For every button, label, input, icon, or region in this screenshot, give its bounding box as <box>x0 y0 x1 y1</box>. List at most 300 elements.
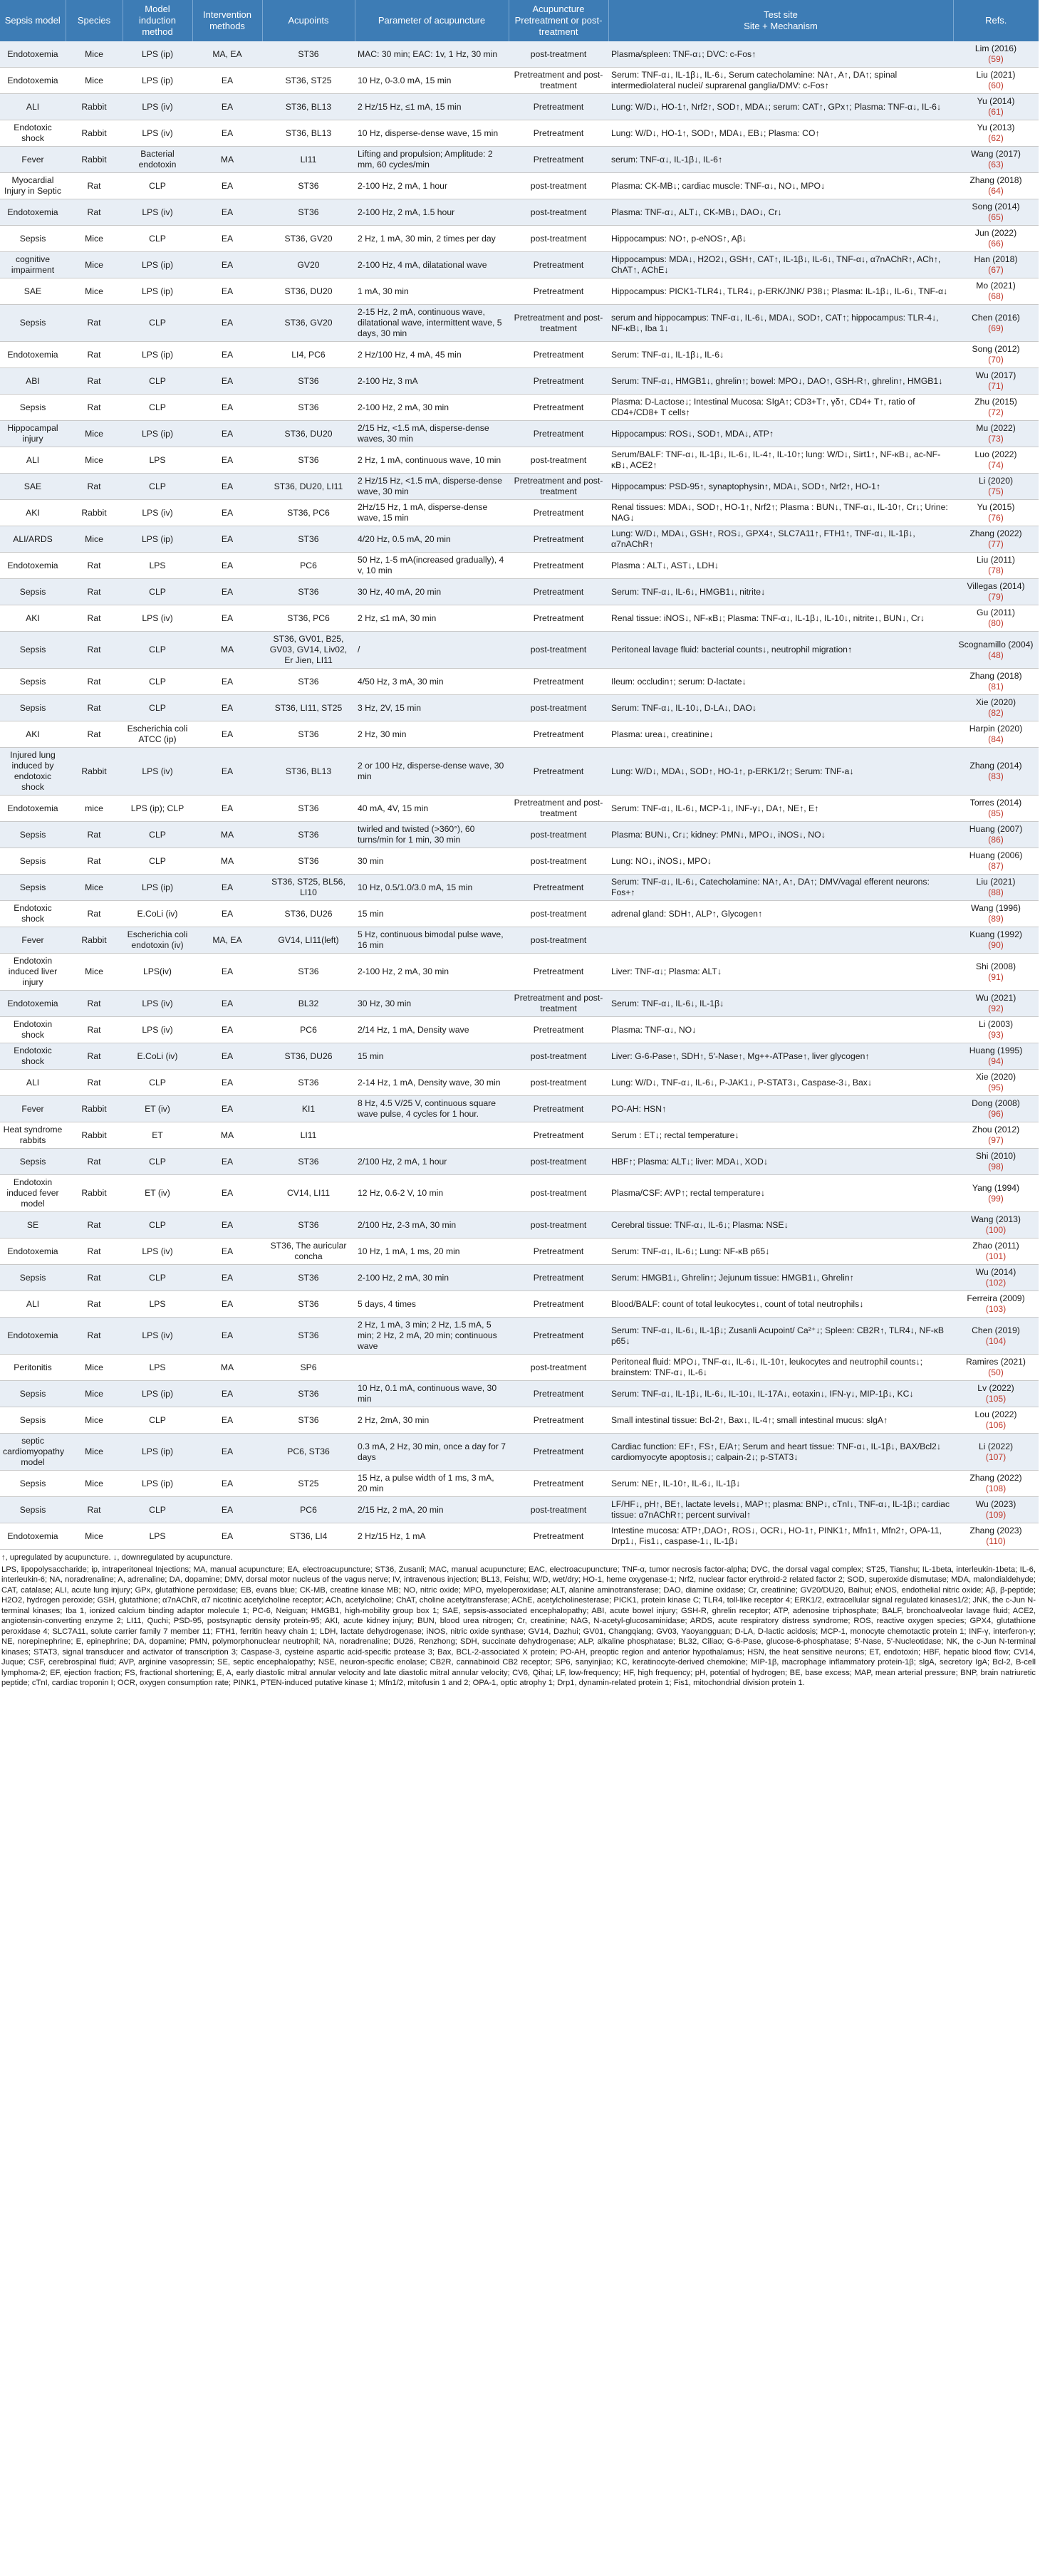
table-row <box>0 1291 1039 1318</box>
mechanism-cell: Plasma: urea↓, creatinine↓ <box>608 721 953 748</box>
sepsis-model-cell: Hippocampal injury <box>0 421 66 447</box>
reference-cell <box>953 875 1039 901</box>
acupoints-cell: ST36 <box>262 1070 355 1096</box>
reference-author: Li (2020) <box>978 476 1014 486</box>
reference-author: Zhao (2011) <box>972 1241 1019 1251</box>
reference-cell <box>953 721 1039 748</box>
reference-cell <box>953 1471 1039 1497</box>
sepsis-model-cell: cognitive impairment <box>0 252 66 278</box>
species-cell: Rat <box>66 342 123 368</box>
reference-number-link[interactable]: (87) <box>988 861 1004 871</box>
reference-author: Li (2022) <box>978 1441 1014 1451</box>
reference-number-link[interactable]: (78) <box>988 565 1004 575</box>
reference-cell <box>953 252 1039 278</box>
induction-method-cell: LPS (ip) <box>123 875 192 901</box>
sepsis-model-cell: SE <box>0 1212 66 1239</box>
sepsis-model-cell: Sepsis <box>0 1265 66 1291</box>
species-cell: Rabbit <box>66 1122 123 1149</box>
parameter-cell: 2-100 Hz, 2 mA, 1 hour <box>355 173 509 199</box>
reference-number-link[interactable]: (84) <box>988 734 1004 744</box>
reference-author: Zhang (2014) <box>969 761 1022 771</box>
reference-number-link[interactable]: (96) <box>988 1109 1004 1119</box>
reference-cell <box>953 226 1039 252</box>
intervention-method-cell: EA <box>192 695 262 721</box>
reference-author: Ramires (2021) <box>966 1357 1026 1367</box>
table-row <box>0 147 1039 173</box>
reference-cell <box>953 342 1039 368</box>
parameter-cell: 3 Hz, 2V, 15 min <box>355 695 509 721</box>
acupoints-cell: PC6, ST36 <box>262 1434 355 1471</box>
intervention-method-cell: EA <box>192 526 262 553</box>
sepsis-model-cell: Endotoxemia <box>0 1318 66 1355</box>
reference-number-link[interactable]: (83) <box>988 771 1004 781</box>
mechanism-cell: Lung: W/D↓, TNF-α↓, IL-6↓, P-JAK1↓, P-STAT3↓, Caspase-3↓, Bax↓ <box>608 1070 953 1096</box>
reference-author: Lim (2016) <box>974 43 1017 53</box>
sepsis-model-cell: AKI <box>0 605 66 632</box>
table-row <box>0 927 1039 954</box>
parameter-cell: 2-100 Hz, 2 mA, 1.5 hour <box>355 199 509 226</box>
reference-cell <box>953 1122 1039 1149</box>
species-cell: Mice <box>66 1523 123 1550</box>
reference-cell <box>953 605 1039 632</box>
species-cell: Rat <box>66 1291 123 1318</box>
reference-number-link[interactable]: (81) <box>988 682 1004 692</box>
treatment-timing-cell: Pretreatment <box>509 954 608 991</box>
acupoints-cell: ST36 <box>262 447 355 474</box>
sepsis-model-cell: ALI <box>0 94 66 120</box>
reference-author: Wu (2023) <box>975 1499 1016 1509</box>
acupoints-cell: ST36, ST25 <box>262 68 355 94</box>
reference-number-link[interactable]: (102) <box>985 1278 1007 1288</box>
reference-number-link[interactable]: (71) <box>988 381 1004 391</box>
table-body <box>0 41 1039 1550</box>
intervention-method-cell: EA <box>192 1096 262 1122</box>
reference-number-link[interactable]: (106) <box>985 1420 1007 1430</box>
reference-author: Shi (2008) <box>975 961 1016 971</box>
sepsis-model-cell: Sepsis <box>0 226 66 252</box>
species-cell: Rat <box>66 553 123 579</box>
table-row <box>0 1434 1039 1471</box>
reference-number-link[interactable]: (79) <box>988 592 1004 602</box>
species-cell: Rabbit <box>66 120 123 147</box>
reference-cell <box>953 954 1039 991</box>
table-row <box>0 41 1039 68</box>
reference-number-link[interactable]: (64) <box>988 186 1004 196</box>
treatment-timing-cell: Pretreatment <box>509 395 608 421</box>
parameter-cell: 2 Hz, 2mA, 30 min <box>355 1407 509 1434</box>
acupoints-cell: ST36, The auricular concha <box>262 1239 355 1265</box>
parameter-cell: 4/20 Hz, 0.5 mA, 20 min <box>355 526 509 553</box>
intervention-method-cell: EA <box>192 1070 262 1096</box>
reference-cell <box>953 991 1039 1017</box>
reference-author: Mu (2022) <box>976 423 1016 433</box>
reference-number-link[interactable]: (100) <box>985 1225 1007 1235</box>
induction-method-cell: LPS (iv) <box>123 1017 192 1043</box>
induction-method-cell: CLP <box>123 1407 192 1434</box>
sepsis-model-cell: Sepsis <box>0 1381 66 1407</box>
parameter-cell: 2-14 Hz, 1 mA, Density wave, 30 min <box>355 1070 509 1096</box>
species-cell: Rabbit <box>66 147 123 173</box>
induction-method-cell: CLP <box>123 173 192 199</box>
intervention-method-cell: EA <box>192 1239 262 1265</box>
reference-author: Wu (2014) <box>975 1267 1016 1277</box>
treatment-timing-cell: Pretreatment <box>509 342 608 368</box>
mechanism-cell: Blood/BALF: count of total leukocytes↓, count of total neutrophils↓ <box>608 1291 953 1318</box>
intervention-method-cell: MA, EA <box>192 927 262 954</box>
mechanism-cell: Liver: TNF-α↓; Plasma: ALT↓ <box>608 954 953 991</box>
reference-cell <box>953 632 1039 669</box>
table-row <box>0 632 1039 669</box>
reference-cell <box>953 748 1039 796</box>
reference-author: Mo (2021) <box>976 281 1016 291</box>
table-row <box>0 199 1039 226</box>
reference-number-link[interactable]: (86) <box>988 835 1004 845</box>
treatment-timing-cell: Pretreatment <box>509 1407 608 1434</box>
reference-author: Ferreira (2009) <box>967 1293 1025 1303</box>
mechanism-cell: LF/HF↓, pH↑, BE↑, lactate levels↓, MAP↑; plasma: BNP↓, cTnI↓, TNF-α↓, IL-1β↓; cardiac tissue: α7nAChR↑; percent survival↑ <box>608 1497 953 1523</box>
table-row <box>0 526 1039 553</box>
reference-number-link[interactable]: (104) <box>985 1335 1007 1346</box>
sepsis-model-cell: Endotoxic shock <box>0 901 66 927</box>
table-row <box>0 278 1039 305</box>
acupoints-cell: ST36, DU26 <box>262 1043 355 1070</box>
treatment-timing-cell: Pretreatment <box>509 147 608 173</box>
intervention-method-cell: EA <box>192 605 262 632</box>
sepsis-model-cell: Endotoxemia <box>0 796 66 822</box>
parameter-cell: / <box>355 632 509 669</box>
acupoints-cell: ST36 <box>262 199 355 226</box>
column-header: Acupuncture Pretreatment or post-treatment <box>509 0 608 41</box>
table-row <box>0 579 1039 605</box>
treatment-timing-cell: Pretreatment <box>509 1265 608 1291</box>
intervention-method-cell: EA <box>192 447 262 474</box>
table-row <box>0 1381 1039 1407</box>
reference-number-link[interactable]: (95) <box>988 1083 1004 1093</box>
reference-number-link[interactable]: (60) <box>988 80 1004 90</box>
intervention-method-cell: EA <box>192 173 262 199</box>
reference-number-link[interactable]: (48) <box>988 650 1004 660</box>
treatment-timing-cell: Pretreatment <box>509 252 608 278</box>
reference-number-link[interactable]: (103) <box>985 1304 1007 1314</box>
table-row <box>0 1239 1039 1265</box>
reference-cell <box>953 1175 1039 1212</box>
reference-cell <box>953 1291 1039 1318</box>
induction-method-cell: LPS (iv) <box>123 748 192 796</box>
reference-number-link[interactable]: (66) <box>988 239 1004 249</box>
species-cell: Rat <box>66 395 123 421</box>
intervention-method-cell: EA <box>192 1497 262 1523</box>
intervention-method-cell: EA <box>192 669 262 695</box>
sepsis-model-cell: SAE <box>0 278 66 305</box>
reference-cell <box>953 1149 1039 1175</box>
acupoints-cell: ST36 <box>262 579 355 605</box>
reference-number-link[interactable]: (82) <box>988 708 1004 718</box>
table-row <box>0 120 1039 147</box>
reference-number-link[interactable]: (65) <box>988 212 1004 222</box>
reference-number-link[interactable]: (68) <box>988 291 1004 301</box>
reference-author: Yu (2015) <box>977 502 1015 512</box>
reference-number-link[interactable]: (110) <box>986 1536 1006 1546</box>
species-cell: Rat <box>66 848 123 875</box>
reference-cell <box>953 421 1039 447</box>
intervention-method-cell: MA <box>192 1355 262 1381</box>
reference-number-link[interactable]: (63) <box>988 160 1004 170</box>
reference-author: Zhou (2012) <box>972 1125 1020 1135</box>
species-cell: Rat <box>66 579 123 605</box>
sepsis-model-cell: Peritonitis <box>0 1355 66 1381</box>
reference-number-link[interactable]: (62) <box>988 133 1004 143</box>
reference-author: Zhang (2018) <box>969 175 1022 185</box>
treatment-timing-cell: post-treatment <box>509 822 608 848</box>
table-row <box>0 421 1039 447</box>
parameter-cell: 2-15 Hz, 2 mA, continuous wave, dilatational wave, intermittent wave, 5 days, 30 min <box>355 305 509 342</box>
reference-number-link[interactable]: (97) <box>988 1135 1004 1145</box>
reference-cell <box>953 848 1039 875</box>
table-row <box>0 748 1039 796</box>
reference-number-link[interactable]: (69) <box>988 323 1004 333</box>
parameter-cell: 2/100 Hz, 2 mA, 1 hour <box>355 1149 509 1175</box>
acupoints-cell: ST36, DU20 <box>262 421 355 447</box>
reference-number-link[interactable]: (91) <box>988 971 1004 982</box>
reference-number-link[interactable]: (108) <box>985 1483 1007 1493</box>
table-row <box>0 875 1039 901</box>
induction-method-cell: CLP <box>123 1497 192 1523</box>
mechanism-cell: Plasma: CK-MB↓; cardiac muscle: TNF-α↓, NO↓, MPO↓ <box>608 173 953 199</box>
intervention-method-cell: EA <box>192 1265 262 1291</box>
intervention-method-cell: EA <box>192 226 262 252</box>
acupoints-cell: ST36 <box>262 796 355 822</box>
reference-number-link[interactable]: (109) <box>985 1510 1007 1520</box>
reference-number-link[interactable]: (88) <box>988 887 1004 897</box>
reference-cell <box>953 1043 1039 1070</box>
reference-author: Villegas (2014) <box>967 581 1025 591</box>
table-row <box>0 1017 1039 1043</box>
parameter-cell: 15 Hz, a pulse width of 1 ms, 3 mA, 20 min <box>355 1471 509 1497</box>
reference-number-link[interactable]: (74) <box>988 460 1004 470</box>
induction-method-cell: CLP <box>123 1149 192 1175</box>
treatment-timing-cell: post-treatment <box>509 1043 608 1070</box>
reference-number-link[interactable]: (105) <box>985 1394 1007 1404</box>
reference-cell <box>953 41 1039 68</box>
reference-number-link[interactable]: (67) <box>988 265 1004 275</box>
treatment-timing-cell: Pretreatment <box>509 1239 608 1265</box>
reference-number-link[interactable]: (99) <box>988 1193 1004 1204</box>
induction-method-cell: LPS (ip) <box>123 252 192 278</box>
mechanism-cell: Hippocampus: PSD-95↑, synaptophysin↑, MDA↓, SOD↑, Nrf2↑, HO-1↑ <box>608 474 953 500</box>
reference-author: Zhang (2022) <box>969 1473 1022 1483</box>
reference-number-link[interactable]: (70) <box>988 355 1004 365</box>
induction-method-cell: LPS <box>123 1291 192 1318</box>
reference-author: Xie (2020) <box>975 697 1016 707</box>
parameter-cell: 30 Hz, 40 mA, 20 min <box>355 579 509 605</box>
treatment-timing-cell: Pretreatment <box>509 875 608 901</box>
induction-method-cell: CLP <box>123 632 192 669</box>
species-cell: Rat <box>66 822 123 848</box>
species-cell: Rat <box>66 305 123 342</box>
reference-number-link[interactable]: (92) <box>988 1003 1004 1013</box>
mechanism-cell: Ileum: occludin↑; serum: D-lactate↓ <box>608 669 953 695</box>
acupoints-cell: ST36, BL13 <box>262 120 355 147</box>
table-row <box>0 695 1039 721</box>
reference-number-link[interactable]: (80) <box>988 618 1004 628</box>
treatment-timing-cell: post-treatment <box>509 632 608 669</box>
intervention-method-cell: EA <box>192 579 262 605</box>
species-cell: Rabbit <box>66 748 123 796</box>
reference-number-link[interactable]: (75) <box>988 486 1004 496</box>
acupoints-cell: ST36 <box>262 395 355 421</box>
treatment-timing-cell: post-treatment <box>509 927 608 954</box>
induction-method-cell: LPS (iv) <box>123 120 192 147</box>
reference-number-link[interactable]: (85) <box>988 808 1004 818</box>
mechanism-cell: Plasma: TNF-α↓, NO↓ <box>608 1017 953 1043</box>
reference-cell <box>953 1434 1039 1471</box>
treatment-timing-cell: Pretreatment <box>509 1381 608 1407</box>
mechanism-cell: Peritoneal fluid: MPO↓, TNF-α↓, IL-6↓, IL-10↑, leukocytes and neutrophil counts↓; brainstem: TNF-α↓, IL-6↓ <box>608 1355 953 1381</box>
acupoints-cell: PC6 <box>262 553 355 579</box>
reference-cell <box>953 173 1039 199</box>
mechanism-cell: Plasma/CSF: AVP↑; rectal temperature↓ <box>608 1175 953 1212</box>
reference-number-link[interactable]: (73) <box>988 434 1004 444</box>
reference-cell <box>953 305 1039 342</box>
mechanism-cell: Hippocampus: PICK1-TLR4↓, TLR4↓, p-ERK/JNK/ P38↓; Plasma: IL-1β↓, IL-6↓, TNF-α↓ <box>608 278 953 305</box>
reference-cell <box>953 1239 1039 1265</box>
reference-number-link[interactable]: (89) <box>988 914 1004 924</box>
parameter-cell: 2 Hz, 30 min <box>355 721 509 748</box>
mechanism-cell: Renal tissue: iNOS↓, NF-κB↓; Plasma: TNF-α↓, IL-1β↓, IL-10↓, nitrite↓, BUN↓, Cr↓ <box>608 605 953 632</box>
induction-method-cell: CLP <box>123 579 192 605</box>
sepsis-model-cell: Sepsis <box>0 305 66 342</box>
reference-author: Song (2014) <box>972 202 1020 212</box>
table-row <box>0 1355 1039 1381</box>
mechanism-cell: Plasma: TNF-α↓, ALT↓, CK-MB↓, DAO↓, Cr↓ <box>608 199 953 226</box>
sepsis-model-cell: Endotoxemia <box>0 1523 66 1550</box>
intervention-method-cell: MA <box>192 632 262 669</box>
acupoints-cell: ST36 <box>262 1407 355 1434</box>
reference-number-link[interactable]: (76) <box>988 513 1004 523</box>
reference-number-link[interactable]: (107) <box>985 1451 1007 1462</box>
reference-author: Han (2018) <box>974 254 1018 264</box>
column-header: Intervention methods <box>192 0 262 41</box>
species-cell: Rat <box>66 669 123 695</box>
mechanism-cell: Serum: TNF-α↓, IL-6↓, Catecholamine: NA↑, A↑, DA↑; DMV/vagal efferent neurons: Fos+↑ <box>608 875 953 901</box>
sepsis-model-cell: Endotoxic shock <box>0 120 66 147</box>
reference-number-link[interactable]: (77) <box>988 539 1004 549</box>
acupoints-cell: CV14, LI11 <box>262 1175 355 1212</box>
mechanism-cell: Lung: W/D↓, HO-1↑, SOD↑, MDA↓, EB↓; Plasma: CO↑ <box>608 120 953 147</box>
treatment-timing-cell: Pretreatment <box>509 421 608 447</box>
mechanism-cell: Plasma: BUN↓, Cr↓; kidney: PMN↓, MPO↓, iNOS↓, NO↓ <box>608 822 953 848</box>
species-cell: Mice <box>66 1407 123 1434</box>
table-row <box>0 954 1039 991</box>
induction-method-cell: LPS (iv) <box>123 1239 192 1265</box>
reference-cell <box>953 395 1039 421</box>
table-row <box>0 474 1039 500</box>
sepsis-model-cell: Sepsis <box>0 1497 66 1523</box>
parameter-cell: 40 mA, 4V, 15 min <box>355 796 509 822</box>
reference-author: Gu (2011) <box>977 608 1015 617</box>
species-cell: Mice <box>66 447 123 474</box>
column-header: Parameter of acupuncture <box>355 0 509 41</box>
intervention-method-cell: EA <box>192 199 262 226</box>
reference-number-link[interactable]: (59) <box>988 54 1004 64</box>
acupoints-cell: ST36 <box>262 848 355 875</box>
table-row <box>0 500 1039 526</box>
table-row <box>0 1122 1039 1149</box>
induction-method-cell: CLP <box>123 226 192 252</box>
sepsis-model-cell: Sepsis <box>0 822 66 848</box>
induction-method-cell: CLP <box>123 695 192 721</box>
reference-author: Zhu (2015) <box>974 397 1017 407</box>
sepsis-model-cell: Endotoxemia <box>0 68 66 94</box>
species-cell: Mice <box>66 41 123 68</box>
mechanism-cell: Serum: TNF-α↓, IL-6↓, MCP-1↓, INF-γ↓, DA↑, NE↑, E↑ <box>608 796 953 822</box>
reference-author: Zhang (2023) <box>969 1526 1022 1535</box>
induction-method-cell: Escherichia coli endotoxin (iv) <box>123 927 192 954</box>
reference-number-link[interactable]: (72) <box>988 407 1004 417</box>
reference-number-link[interactable]: (93) <box>988 1030 1004 1040</box>
induction-method-cell: LPS (ip) <box>123 342 192 368</box>
treatment-timing-cell: Pretreatment <box>509 1017 608 1043</box>
mechanism-cell: Liver: G-6-Pase↑, SDH↑, 5'-Nase↑, Mg++-ATPase↑, liver glycogen↑ <box>608 1043 953 1070</box>
induction-method-cell: LPS (ip) <box>123 68 192 94</box>
mechanism-cell: Renal tissues: MDA↓, SOD↑, HO-1↑, Nrf2↑; Plasma : BUN↓, TNF-α↓, IL-10↑, Cr↓; Urine: NAG↓ <box>608 500 953 526</box>
reference-author: Xie (2020) <box>975 1072 1016 1082</box>
parameter-cell: 1 mA, 30 min <box>355 278 509 305</box>
abbreviation-list: LPS, lipopolysaccharide; ip, intraperitoneal Injections; MA, manual acupuncture; EA, electroacupuncture; ST36, Zusanli; MAC, manual acupuncture; EAC, electroacupuncture; TNF-α, tumor necrosis factor-alpha; DVC, the dorsal vagal complex; ST25, Tianshu; IL-1beta, interleukin-1beta; IL-6, interleukin-6; NA, noradrenaline; A, adrenaline; DA, dopamine; DMV, dorsal motor nucleus of the vagus nerve; IV, intravenous injection; BL13, Feishu; W/D, wet/dry; HO-1, heme oxygenase-1; Nrf2, nuclear factor erythroid-2 related factor 2; SOD, superoxide dismutase; MDA, malondialdehyde; CAT, catalase; ALI, acute lung injury; GPx, glutathione peroxidase; EB, evans blue; CK-MB, creatine kinase MB; NO, nitric oxide; MPO, myeloperoxidase; ALT, alanine aminotransferase; DAO, diamine oxidase; Cr, creatinine; GV20/DU20, Baihui; eNOS, endothelial nitric oxide; Aβ, β-peptide; H2O2, hydrogen peroxide; GSH, glutathione; α7nAChR, α7 nicotinic acetylcholine receptor; ACh, acetylcholine; ChAT, choline acetyltransferase; AChE, acetylcholinesterase; PICK1, protein kinase C; TLR4, toll-like receptor 4; ERK1/2, extracellular signal regulated kinases1/2; JNK, the c-Jun N-terminal kinases; Iba 1, ionized calcium binding adaptor molecule 1; PC-6, Neiguan; HMGB1, high-mobility group box 1; SAE, sepsis-associated encephalopathy; ABI, acute bowel injury; GSH-R, ghrelin receptor; ATP, adenosine triphosphate; BALF, bronchoalveolar lavage fluid; ACE2, angiotensin-converting enzyme 2; LI11, Quchi; PSD-95, postsynaptic density protein-95; AKI, acute kidney injury; BUN, blood urea nitrogen; Cr, creatinine; NAG, N-acetyl-glucosaminidase; ARDS, acute respiratory distress syndrome; ROS, reactive oxygen species; GPX4, glutathione peroxidase 4; SLC7A11, solute carrier family 7 member 11; FTH1, ferritin heavy chain 1; LDH, lactate dehydrogenase; iNOS, nitric oxide synthase; GV14, Dazhui; GV01, Changqiang; GV03, Yaoyangguan; D-LA, D-lactic acidosis; MCP-1, monocyte chemotactic protein 1; INF-γ, interferon-γ; NE, norepinephrine; E, epinephrine; DA, dopamine; PMN, polymorphonuclear neutrophil; NA, noradrenaline; DU26, Renzhong; SDH, succinate dehydrogenase; ALP, alkaline phosphatase; BL32, Ciliao; G-6-Pase, glucose-6-phosphatase; 5'-Nase, 5'-Nucleotidase; NK, the c-Jun N-terminal kinases; STAT3, signal transducer and activator of transcription 3; Caspase-3, cysteine aspartic acid-specific protease 3; Bax, BCL-2-associated X protein; PO-AH, preoptic region and anterior hypothalamus; HSN, the heat sensitive neurons; ET, endotoxin; HBF, hepatic blood flow; CV14, Juque; CSF, cerebrospinal fluid; AVP, arginine vasopressin; SE, septic encephalopathy; NSE, neuron-specific enolase; CB2R, cannabinoid CB2 receptor; SP6, sanyinjiao; KC, keratinocyte-derived chemokine; MIP-1β, macrophage inflammatory protein-1β; slgA, secretory IgA; Bcl-2, B-cell lymphoma-2; EF, ejection fraction; FS, fractional shortening; E, A, early diastolic mitral annular velocity and late diastolic mitral annular velocity; CV6, Qihai; LF, low-frequency; HF, high frequency; pH, potential of hydrogen; BE, base excess; MAP, mean arterial pressure; BNP, brain natriuretic peptide; cTnI, cardiac troponin I; OCR, oxygen consumption rate; PINK1, PTEN-induced putative kinase 1; Mfn1/2, mitofusin 1 and 2; OPA-1, optic atrophy 1; Drp1, dynamin-related protein 1; Fis1, mitochondrial division protein 1. <box>1 1565 1036 1687</box>
mechanism-cell: Lung: W/D↓, MDA↓, GSH↑, ROS↓, GPX4↑, SLC7A11↑, FTH1↑, TNF-α↓, IL-1β↓, α7nAChR↑ <box>608 526 953 553</box>
reference-number-link[interactable]: (50) <box>988 1367 1004 1377</box>
acupoints-cell: PC6 <box>262 1497 355 1523</box>
table-row <box>0 1175 1039 1212</box>
acupoints-cell: ST36 <box>262 1212 355 1239</box>
table-row <box>0 901 1039 927</box>
reference-number-link[interactable]: (90) <box>988 940 1004 950</box>
sepsis-model-cell: Endotoxin shock <box>0 1017 66 1043</box>
table-row <box>0 796 1039 822</box>
species-cell: Rat <box>66 991 123 1017</box>
reference-cell <box>953 1265 1039 1291</box>
reference-cell <box>953 199 1039 226</box>
sepsis-model-cell: Sepsis <box>0 1471 66 1497</box>
acupoints-cell: SP6 <box>262 1355 355 1381</box>
reference-number-link[interactable]: (101) <box>985 1251 1007 1261</box>
reference-cell <box>953 1497 1039 1523</box>
reference-author: Shi (2010) <box>975 1151 1016 1161</box>
reference-author: Huang (2007) <box>969 824 1023 834</box>
induction-method-cell: LPS <box>123 1355 192 1381</box>
sepsis-model-cell: Sepsis <box>0 848 66 875</box>
reference-number-link[interactable]: (94) <box>988 1056 1004 1066</box>
table-header-row <box>0 0 1039 41</box>
species-cell: Rat <box>66 721 123 748</box>
species-cell: Rat <box>66 901 123 927</box>
treatment-timing-cell: Pretreatment and post-treatment <box>509 474 608 500</box>
parameter-cell: 2-100 Hz, 3 mA <box>355 368 509 395</box>
reference-number-link[interactable]: (61) <box>988 107 1004 117</box>
mechanism-cell: Serum: TNF-α↓, IL-1β↓, IL-6↓, IL-10↓, IL-17A↓, eotaxin↓, IFN-γ↓, MIP-1β↓, KC↓ <box>608 1381 953 1407</box>
parameter-cell <box>355 1122 509 1149</box>
reference-cell <box>953 1017 1039 1043</box>
species-cell: Rat <box>66 1149 123 1175</box>
species-cell: Rat <box>66 199 123 226</box>
reference-number-link[interactable]: (98) <box>988 1162 1004 1172</box>
reference-cell <box>953 927 1039 954</box>
mechanism-cell: PO-AH: HSN↑ <box>608 1096 953 1122</box>
induction-method-cell: CLP <box>123 368 192 395</box>
species-cell: Rat <box>66 1265 123 1291</box>
parameter-cell: MAC: 30 min; EAC: 1v, 1 Hz, 30 min <box>355 41 509 68</box>
mechanism-cell: serum: TNF-α↓, IL-1β↓, IL-6↑ <box>608 147 953 173</box>
